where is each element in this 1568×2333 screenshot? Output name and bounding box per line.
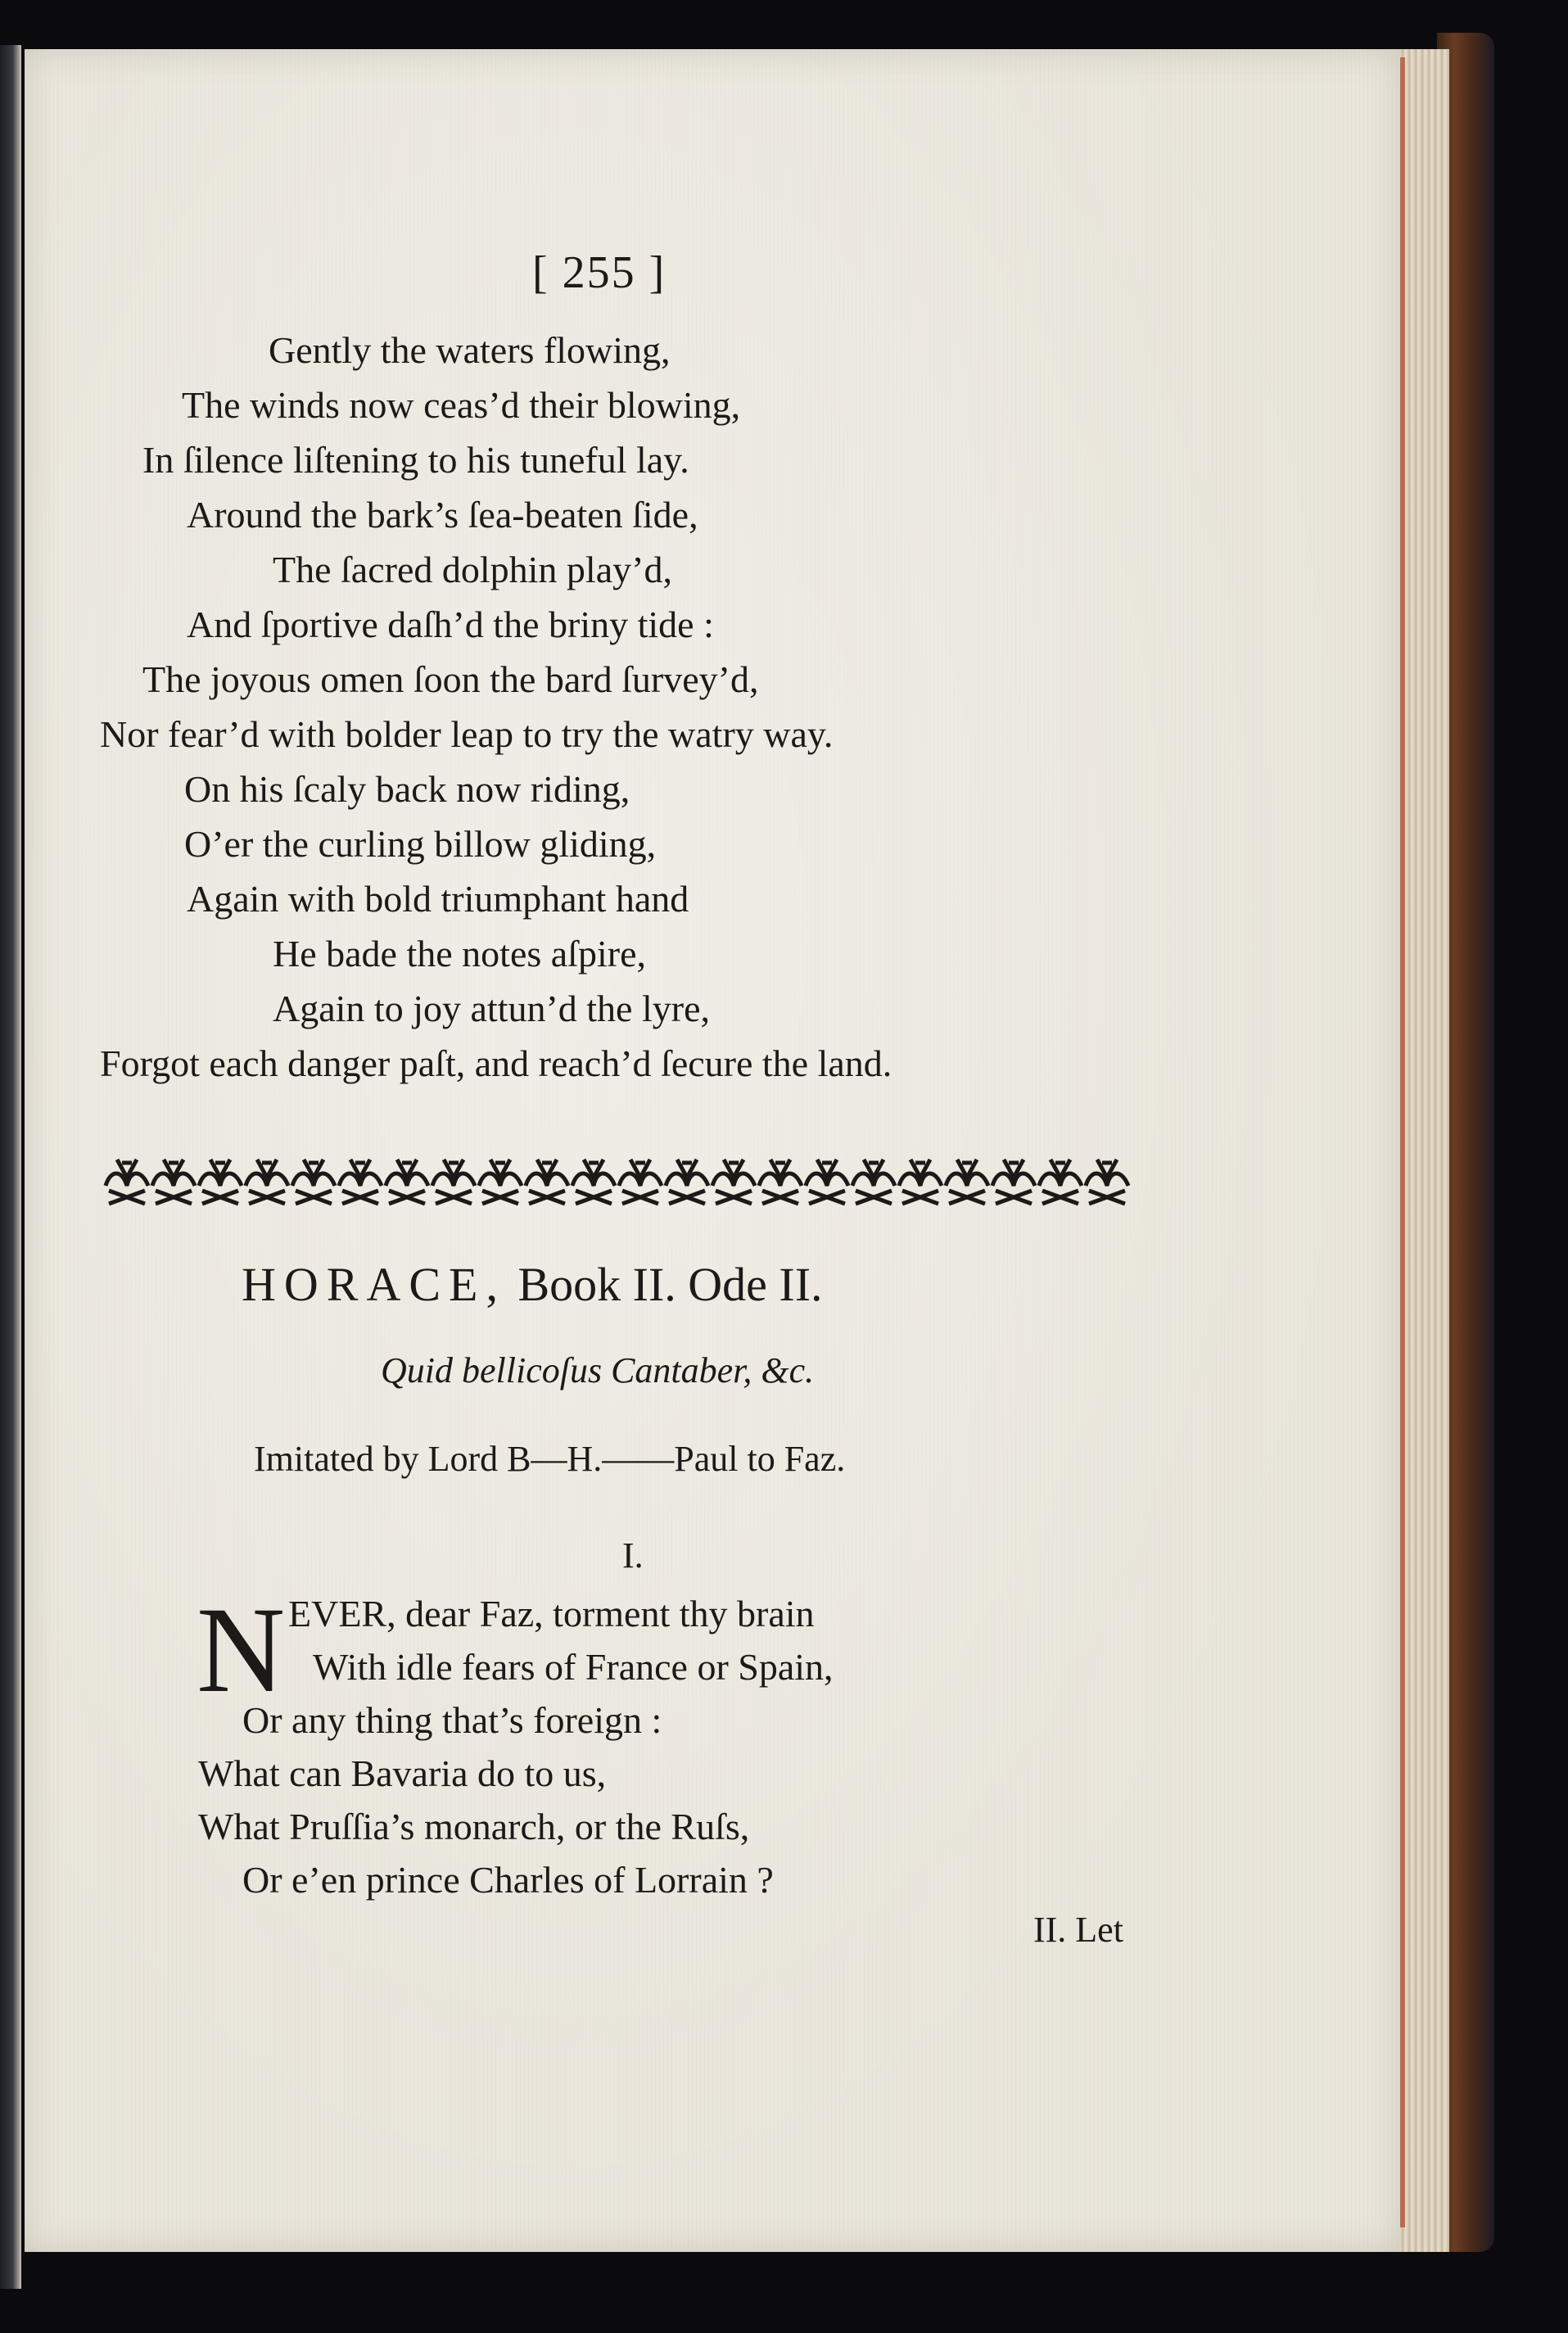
stanza-line: With idle fears of France or Spain, (313, 1646, 834, 1688)
poem-line: And ſportive daſh’d the briny tide : (187, 604, 714, 645)
poem-line: In ſilence liſtening to his tuneful lay. (142, 439, 689, 481)
poem-line: The joyous omen ſoon the bard ſurvey’d, (142, 658, 759, 700)
section-subtitle: Quid bellicoſus Cantaber, &c. (381, 1350, 815, 1390)
title-rest: Book II. Ode II. (517, 1258, 823, 1311)
page-number: [ 255 ] (532, 247, 667, 298)
poem-line: Again with bold triumphant hand (187, 878, 689, 920)
stanza-line: What can Bavaria do to us, (198, 1752, 607, 1794)
book-page (25, 49, 1400, 2252)
stanza-line: What Pruſſia’s monarch, or the Ruſs, (198, 1806, 750, 1847)
stanza-number: I. (622, 1535, 644, 1576)
fleuron-ornament (102, 1153, 1150, 1209)
poem-line: The ſacred dolphin play’d, (273, 549, 672, 590)
facing-page-edge (0, 45, 21, 2289)
poem-line: Again to joy attun’d the lyre, (273, 988, 710, 1029)
stanza-line: EVER, dear Faz, torment thy brain (288, 1593, 815, 1634)
imitation-credit: Imitated by Lord B—H.——Paul to Faz. (254, 1439, 846, 1479)
poem-line: Forgot each danger paſt, and reach’d ſecure the land. (100, 1042, 892, 1084)
poem-line: Around the bark’s ſea-beaten ſide, (187, 494, 698, 536)
poem-line: O’er the curling billow gliding, (184, 823, 657, 865)
poem-line: He bade the notes aſpire, (273, 933, 646, 974)
poem-line: Gently the waters flowing, (269, 329, 671, 371)
stanza-line: Or e’en prince Charles of Lorrain ? (242, 1859, 774, 1901)
poem-line: The winds now ceas’d their blowing, (182, 384, 741, 426)
poem-line: Nor fear’d with bolder leap to try the watry way. (100, 713, 834, 755)
drop-cap: N (197, 1582, 286, 1718)
title-caps: HORACE, (242, 1258, 506, 1311)
section-title (242, 1258, 823, 1311)
poem-line: On his ſcaly back now riding, (184, 768, 630, 810)
stanza-line: Or any thing that’s foreign : (242, 1699, 662, 1741)
catchword: II. Let (1033, 1910, 1123, 1950)
